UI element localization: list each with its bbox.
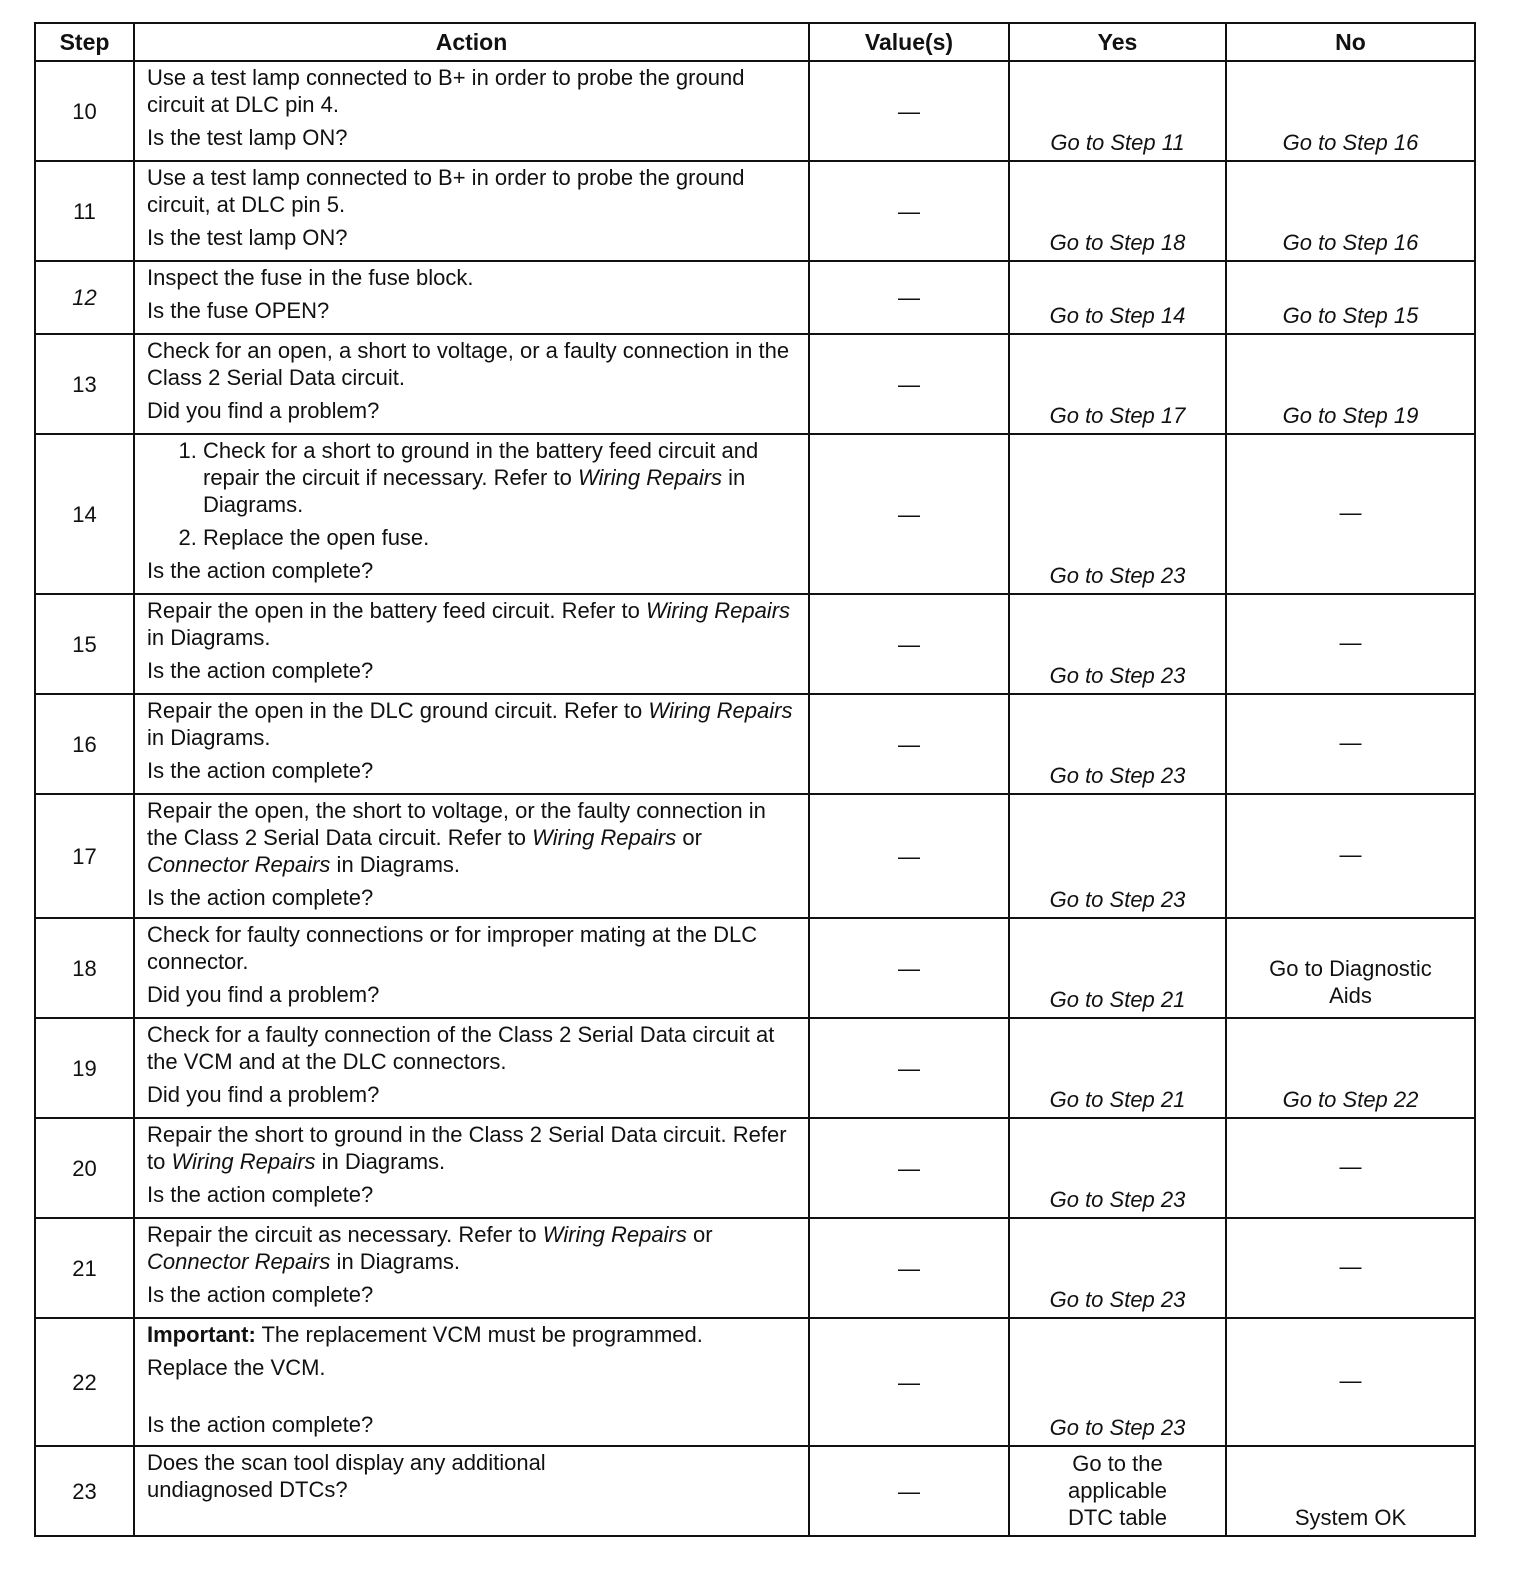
yes-cell: Go to Step 23 [1009, 1318, 1226, 1446]
action-question: Did you find a problem? [147, 982, 380, 1007]
action-cell [134, 61, 809, 161]
value-cell: — [809, 794, 1009, 918]
list-item: 2. Replace the open fuse. [203, 524, 794, 551]
yes-cell: Go to Step 17 [1009, 334, 1226, 434]
no-cell: Go to Step 22 [1226, 1018, 1475, 1118]
table-row [35, 434, 1475, 594]
no-cell: — [1226, 1118, 1475, 1218]
action-steps-list [147, 437, 794, 551]
diagnostic-table [34, 22, 1476, 1537]
value-cell: — [809, 1118, 1009, 1218]
header-yes: Yes [1009, 23, 1226, 61]
no-cell: — [1226, 1218, 1475, 1318]
action-cell [134, 794, 809, 918]
action-text: Repair the open, the short to voltage, or the faulty connection in the Class 2 Serial Data circuit. Refer to Wiring Repairs or Connector Repairs in Diagrams. [147, 798, 766, 877]
action-text: Use a test lamp connected to B+ in order to probe the ground circuit, at DLC pin 5. [147, 165, 745, 217]
action-cell [134, 918, 809, 1018]
yes-cell: Go to Step 23 [1009, 794, 1226, 918]
table-row [35, 594, 1475, 694]
action-cell [134, 334, 809, 434]
step-number: 16 [35, 694, 134, 794]
header-values: Value(s) [809, 23, 1009, 61]
no-cell: — [1226, 794, 1475, 918]
no-cell: Go to Diagnostic Aids [1226, 918, 1475, 1018]
action-question: Is the test lamp ON? [147, 225, 348, 250]
step-number: 19 [35, 1018, 134, 1118]
table-row [35, 794, 1475, 918]
value-cell: — [809, 261, 1009, 334]
action-question: Is the action complete? [147, 558, 374, 583]
yes-cell: Go to Step 11 [1009, 61, 1226, 161]
step-number: 11 [35, 161, 134, 261]
table-row [35, 334, 1475, 434]
action-question: Is the fuse OPEN? [147, 298, 330, 323]
action-cell [134, 1318, 809, 1446]
action-question: Is the action complete? [147, 1282, 374, 1307]
action-text: Check for faulty connections or for improper mating at the DLC connector. [147, 922, 758, 974]
action-cell [134, 1118, 809, 1218]
action-cell [134, 1446, 809, 1536]
step-number: 18 [35, 918, 134, 1018]
action-question: Did you find a problem? [147, 398, 380, 423]
yes-cell: Go to the applicable DTC table [1009, 1446, 1226, 1536]
action-question: Is the action complete? [147, 1182, 374, 1207]
table-row [35, 1318, 1475, 1446]
important-note: Important: The replacement VCM must be programmed. [147, 1322, 703, 1347]
no-cell: Go to Step 15 [1226, 261, 1475, 334]
table-row [35, 61, 1475, 161]
action-cell [134, 694, 809, 794]
value-cell: — [809, 1318, 1009, 1446]
no-cell: — [1226, 1318, 1475, 1446]
table-row [35, 918, 1475, 1018]
step-number: 22 [35, 1318, 134, 1446]
action-text: Does the scan tool display any additional undiagnosed DTCs? [147, 1450, 546, 1502]
table-row [35, 161, 1475, 261]
no-cell: — [1226, 694, 1475, 794]
yes-cell: Go to Step 23 [1009, 1218, 1226, 1318]
action-text: Inspect the fuse in the fuse block. [147, 265, 474, 290]
no-cell: — [1226, 594, 1475, 694]
no-cell: Go to Step 19 [1226, 334, 1475, 434]
no-cell: — [1226, 434, 1475, 594]
value-cell: — [809, 61, 1009, 161]
action-question: Is the test lamp ON? [147, 125, 348, 150]
action-question: Is the action complete? [147, 758, 374, 783]
no-cell: System OK [1226, 1446, 1475, 1536]
action-cell [134, 1018, 809, 1118]
header-step: Step [35, 23, 134, 61]
step-number: 15 [35, 594, 134, 694]
action-cell [134, 1218, 809, 1318]
yes-cell: Go to Step 21 [1009, 1018, 1226, 1118]
table-row [35, 261, 1475, 334]
yes-cell: Go to Step 23 [1009, 434, 1226, 594]
step-number: 13 [35, 334, 134, 434]
yes-cell: Go to Step 23 [1009, 594, 1226, 694]
action-question: Is the action complete? [147, 658, 374, 683]
table-row [35, 694, 1475, 794]
action-cell [134, 161, 809, 261]
action-text: Repair the open in the DLC ground circuit. Refer to Wiring Repairs in Diagrams. [147, 698, 793, 750]
table-row [35, 1018, 1475, 1118]
table-row [35, 1118, 1475, 1218]
yes-cell: Go to Step 23 [1009, 1118, 1226, 1218]
action-text: Repair the circuit as necessary. Refer to Wiring Repairs or Connector Repairs in Diagrams. [147, 1222, 713, 1274]
value-cell: — [809, 1018, 1009, 1118]
action-question: Is the action complete? [147, 885, 374, 910]
no-cell: Go to Step 16 [1226, 161, 1475, 261]
value-cell: — [809, 694, 1009, 794]
value-cell: — [809, 434, 1009, 594]
header-row [35, 23, 1475, 61]
step-number: 23 [35, 1446, 134, 1536]
yes-cell: Go to Step 23 [1009, 694, 1226, 794]
action-cell [134, 261, 809, 334]
yes-cell: Go to Step 21 [1009, 918, 1226, 1018]
yes-cell: Go to Step 18 [1009, 161, 1226, 261]
action-question: Is the action complete? [147, 1412, 374, 1437]
action-text: Repair the open in the battery feed circuit. Refer to Wiring Repairs in Diagrams. [147, 598, 791, 650]
action-text: Repair the short to ground in the Class 2 Serial Data circuit. Refer to Wiring Repairs in Diagrams. [147, 1122, 787, 1174]
step-number: 12 [35, 261, 134, 334]
table-row [35, 1446, 1475, 1536]
action-text: Check for an open, a short to voltage, or a faulty connection in the Class 2 Serial Data circuit. [147, 338, 790, 390]
value-cell: — [809, 594, 1009, 694]
action-text: Replace the VCM. [147, 1355, 326, 1380]
list-item: 1. Check for a short to ground in the battery feed circuit and repair the circuit if necessary. Refer to Wiring Repairs in Diagrams. [203, 437, 794, 518]
action-text: Check for a faulty connection of the Class 2 Serial Data circuit at the VCM and at the DLC connectors. [147, 1022, 775, 1074]
yes-cell: Go to Step 14 [1009, 261, 1226, 334]
step-number: 20 [35, 1118, 134, 1218]
value-cell: — [809, 1218, 1009, 1318]
step-number: 21 [35, 1218, 134, 1318]
value-cell: — [809, 918, 1009, 1018]
table-row [35, 1218, 1475, 1318]
action-cell [134, 434, 809, 594]
header-no: No [1226, 23, 1475, 61]
value-cell: — [809, 1446, 1009, 1536]
value-cell: — [809, 161, 1009, 261]
value-cell: — [809, 334, 1009, 434]
header-action: Action [134, 23, 809, 61]
step-number: 17 [35, 794, 134, 918]
step-number: 10 [35, 61, 134, 161]
step-number: 14 [35, 434, 134, 594]
action-cell [134, 594, 809, 694]
no-cell: Go to Step 16 [1226, 61, 1475, 161]
action-question: Did you find a problem? [147, 1082, 380, 1107]
action-text: Use a test lamp connected to B+ in order to probe the ground circuit at DLC pin 4. [147, 65, 745, 117]
